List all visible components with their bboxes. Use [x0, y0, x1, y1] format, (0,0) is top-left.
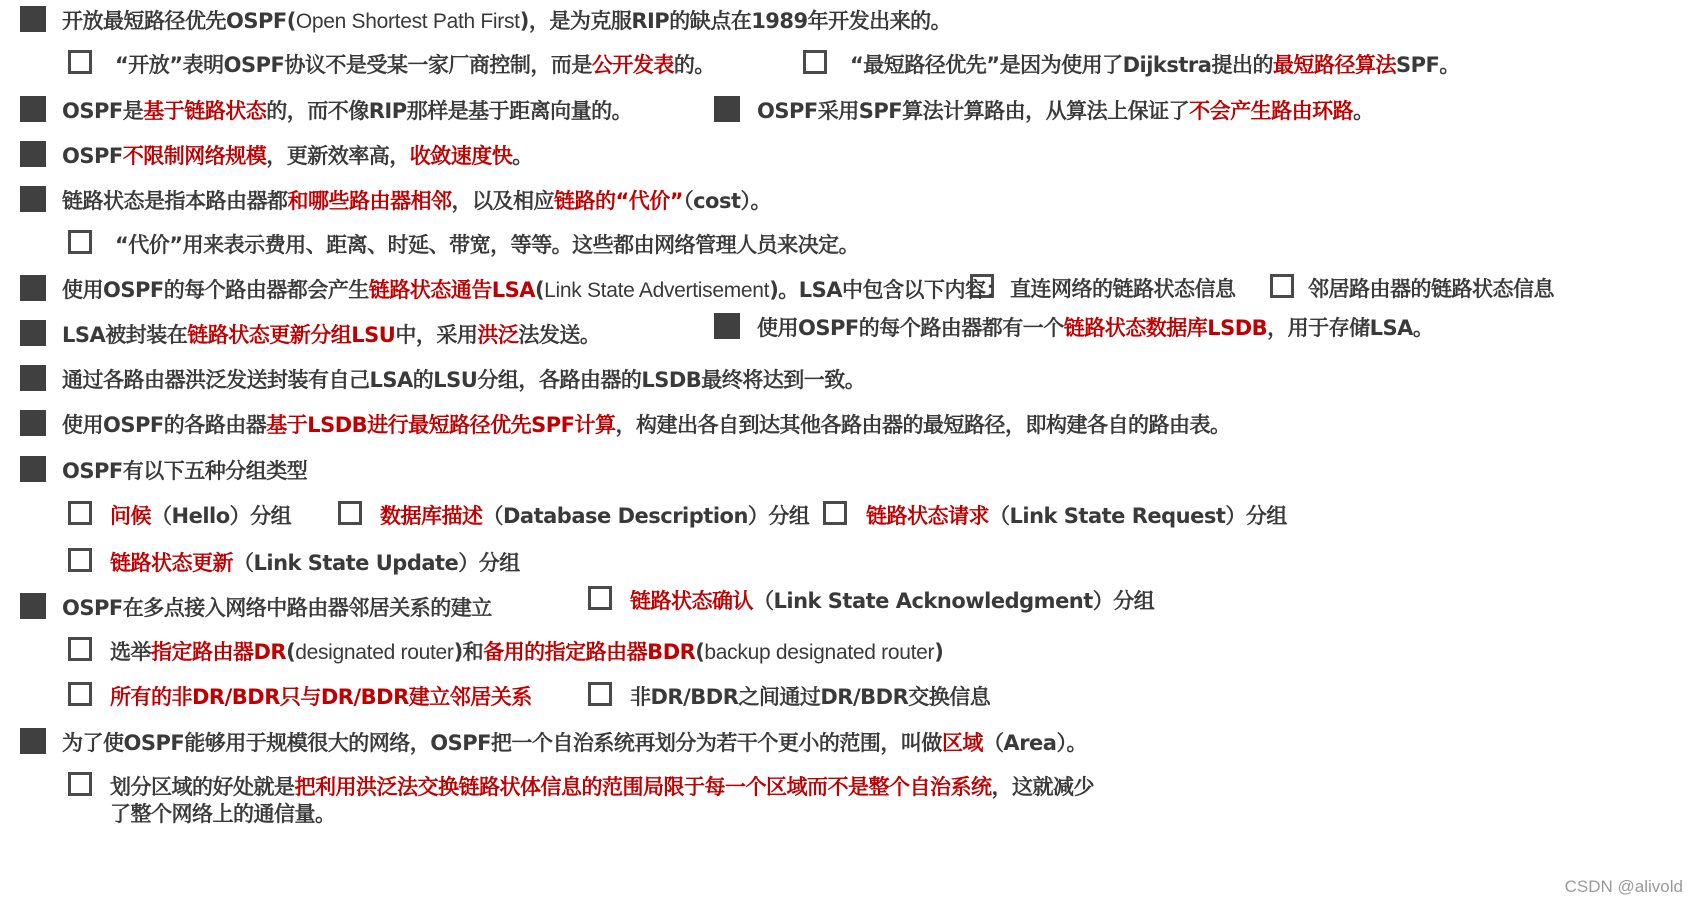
- highlight-text: 把利用洪泛法交换链路状体信息的范围局限于每一个区域而不是整个自治系统: [294, 775, 992, 799]
- bullet-square-icon: [714, 313, 740, 339]
- highlight-text: 基于链路状态: [143, 99, 267, 123]
- bullet-square-icon: [20, 275, 46, 301]
- body-text: 邻居路由器的链路状态信息: [1308, 277, 1554, 301]
- checkbox-icon: [68, 230, 92, 254]
- body-text: (: [534, 278, 545, 302]
- highlight-text: 所有的非DR/BDR只与DR/BDR建立邻居关系: [110, 685, 532, 709]
- text-ospf-intro: [62, 5, 951, 35]
- checkbox-icon: [68, 682, 92, 706]
- body-text: ，这就减少: [991, 775, 1094, 799]
- body-text: 的。: [673, 53, 715, 77]
- checkbox-icon: [68, 637, 92, 661]
- text-exchange: [630, 681, 990, 711]
- text-lsa-direct: [1010, 273, 1236, 303]
- highlight-text: 链路状态更新分组LSU: [187, 323, 396, 347]
- body-text: OSPF有以下五种分组类型: [62, 459, 308, 483]
- body-text: 。: [512, 144, 533, 168]
- text-non-dr: [110, 681, 532, 711]
- body-text: )。LSA中包含以下内容：: [769, 278, 1007, 302]
- text-area-benefit: [110, 771, 1094, 801]
- checkbox-icon: [68, 772, 92, 796]
- body-text: “开放”表明OSPF协议不是受某一家厂商控制，而是: [115, 53, 592, 77]
- text-dr-bdr: [110, 636, 943, 666]
- highlight-text: 指定路由器DR: [151, 640, 287, 664]
- body-text: ，更新效率高，: [266, 144, 410, 168]
- text-dbd: [380, 500, 809, 530]
- bullet-square-icon: [20, 365, 46, 391]
- text-packet-types: [62, 455, 307, 485]
- highlight-text: 备用的指定路由器BDR: [483, 640, 696, 664]
- checkbox-icon: [588, 586, 612, 610]
- highlight-text: 链路的“代价”: [554, 189, 684, 213]
- highlight-text: 洪泛: [477, 323, 519, 347]
- text-spf-calc: [62, 409, 1231, 439]
- body-text: 使用OSPF的各路由器: [62, 413, 267, 437]
- highlight-text: 不限制网络规模: [122, 144, 267, 168]
- body-text: 直连网络的链路状态信息: [1010, 277, 1236, 301]
- checkbox-icon: [1270, 274, 1294, 298]
- body-text: 了整个网络上的通信量。: [110, 802, 336, 826]
- bullet-square-icon: [20, 141, 46, 167]
- body-text: （Hello）分组: [151, 504, 292, 528]
- checkbox-icon: [68, 548, 92, 572]
- highlight-text: 链路状态更新: [110, 551, 233, 575]
- checkbox-icon: [68, 50, 92, 74]
- checkbox-icon: [588, 682, 612, 706]
- checkbox-icon: [68, 501, 92, 525]
- bullet-square-icon: [20, 96, 46, 122]
- text-lsu: [62, 319, 600, 349]
- body-text: (: [695, 640, 705, 664]
- text-area: [62, 727, 1087, 757]
- highlight-text: 基于LSDB进行最短路径优先SPF计算: [266, 413, 616, 437]
- body-text: designated router: [295, 641, 454, 664]
- text-lsdb-sync: [62, 364, 865, 394]
- body-text: （Link State Update）分组: [233, 551, 520, 575]
- text-hello: [110, 500, 291, 530]
- text-cost-def: [115, 229, 859, 259]
- highlight-text: 不会产生路由环路: [1189, 99, 1354, 123]
- body-text: 的，而不像RIP那样是基于距离向量的。: [266, 99, 633, 123]
- body-text: 划分区域的好处就是: [110, 775, 295, 799]
- body-text: 非DR/BDR之间通过DR/BDR交换信息: [630, 685, 991, 709]
- text-lsdb: [757, 312, 1433, 342]
- highlight-text: 最短路径算法: [1272, 53, 1396, 77]
- body-text: 使用OSPF的每个路由器都会产生: [62, 278, 369, 302]
- body-text: OSPF是: [62, 99, 144, 123]
- text-lsr: [866, 500, 1287, 530]
- text-area-benefit-cont: [110, 798, 336, 828]
- text-lsu-packet: [110, 547, 520, 577]
- text-open-meaning: [115, 49, 715, 79]
- body-text: 选举: [110, 640, 151, 664]
- bullet-square-icon: [714, 96, 740, 122]
- body-text: 法发送。: [518, 323, 601, 347]
- highlight-text: 数据库描述: [380, 504, 483, 528]
- bullet-square-icon: [20, 6, 46, 32]
- text-lsa: [62, 274, 1006, 304]
- body-text: )，是为克服RIP的缺点在1989年开发出来的。: [519, 9, 952, 33]
- body-text: Link State Advertisement: [544, 279, 770, 302]
- highlight-text: 公开发表: [591, 53, 674, 77]
- highlight-text: 链路状态数据库LSDB: [1063, 316, 1268, 340]
- body-text: OSPF在多点接入网络中路由器邻居关系的建立: [62, 596, 492, 620]
- text-spf-meaning: [850, 49, 1460, 79]
- body-text: （Link State Request）分组: [989, 504, 1287, 528]
- body-text: 链路状态是指本路由器都: [62, 189, 288, 213]
- text-no-loops: [757, 95, 1374, 125]
- highlight-text: 收敛速度快: [409, 144, 513, 168]
- bullet-square-icon: [20, 410, 46, 436]
- checkbox-icon: [338, 501, 362, 525]
- bullet-square-icon: [20, 728, 46, 754]
- body-text: OSPF采用SPF算法计算路由，从算法上保证了: [757, 99, 1190, 123]
- body-text: LSA被封装在: [62, 323, 188, 347]
- text-lsack: [630, 585, 1154, 615]
- body-text: Open Shortest Path First: [295, 10, 520, 33]
- highlight-text: 链路状态确认: [630, 589, 753, 613]
- body-text: （cost）。: [683, 189, 772, 213]
- body-text: ，用于存储LSA。: [1267, 316, 1434, 340]
- body-text: 通过各路由器洪泛发送封装有自己LSA的LSU分组，各路由器的LSDB最终将达到一致。: [62, 368, 866, 392]
- body-text: （Database Description）分组: [482, 504, 810, 528]
- highlight-text: 区域: [941, 731, 983, 755]
- body-text: （Link State Acknowledgment）分组: [753, 589, 1155, 613]
- highlight-text: 链路状态通告LSA: [368, 278, 535, 302]
- text-multiaccess: [62, 592, 492, 622]
- bullet-square-icon: [20, 593, 46, 619]
- body-text: 使用OSPF的每个路由器都有一个: [757, 316, 1064, 340]
- body-text: backup designated router: [704, 641, 935, 664]
- body-text: “最短路径优先”是因为使用了Dijkstra提出的: [850, 53, 1273, 77]
- highlight-text: 链路状态请求: [866, 504, 989, 528]
- body-text: OSPF: [62, 144, 123, 168]
- bullet-square-icon: [20, 456, 46, 482]
- body-text: 中，采用: [395, 323, 478, 347]
- text-no-scale-limit: [62, 140, 533, 170]
- checkbox-icon: [803, 50, 827, 74]
- body-text: ): [934, 640, 944, 664]
- text-link-state-def: [62, 185, 771, 215]
- highlight-text: 问候: [110, 504, 151, 528]
- watermark: CSDN @alivold: [1564, 877, 1683, 896]
- body-text: )和: [453, 640, 484, 664]
- body-text: (: [286, 640, 296, 664]
- body-text: 开放最短路径优先OSPF(: [62, 9, 296, 33]
- bullet-square-icon: [20, 186, 46, 212]
- body-text: ，构建出各自到达其他各路由器的最短路径，即构建各自的路由表。: [615, 413, 1231, 437]
- text-lsa-neighbor: [1308, 273, 1554, 303]
- text-link-state-based: [62, 95, 632, 125]
- checkbox-icon: [823, 501, 847, 525]
- body-text: 。: [1353, 99, 1374, 123]
- body-text: （Area）。: [982, 731, 1087, 755]
- body-text: 为了使OSPF能够用于规模很大的网络，OSPF把一个自治系统再划分为若干个更小的范围，叫做: [62, 731, 942, 755]
- highlight-text: 和哪些路由器相邻: [287, 189, 452, 213]
- body-text: “代价”用来表示费用、距离、时延、带宽，等等。这些都由网络管理人员来决定。: [115, 233, 860, 257]
- bullet-square-icon: [20, 320, 46, 346]
- body-text: SPF。: [1395, 53, 1460, 77]
- body-text: ，以及相应: [451, 189, 554, 213]
